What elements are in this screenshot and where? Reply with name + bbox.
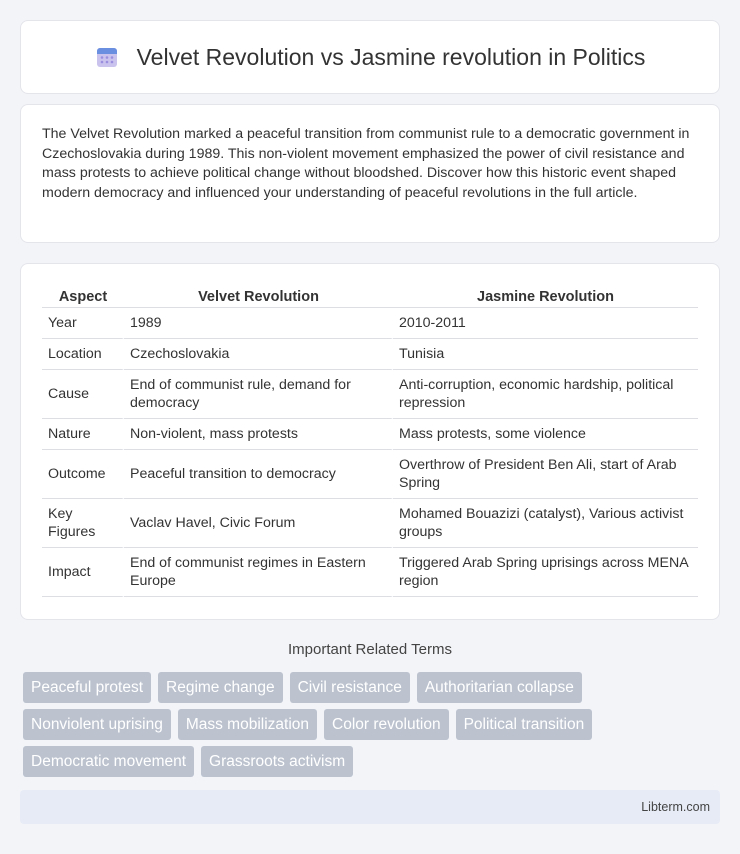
table-row — [42, 419, 698, 450]
tag-mass-mobilization[interactable]: Mass mobilization — [178, 709, 317, 740]
intro-card — [20, 104, 720, 243]
tag-color-revolution[interactable]: Color revolution — [324, 709, 449, 740]
table-row — [42, 370, 698, 419]
related-terms-list — [23, 672, 723, 783]
tag-peaceful-protest[interactable]: Peaceful protest — [23, 672, 151, 703]
table-cell: End of communist rule, demand for democracy — [124, 370, 393, 419]
tag-authoritarian-collapse[interactable]: Authoritarian collapse — [417, 672, 582, 703]
table-cell: Peaceful transition to democracy — [124, 450, 393, 499]
table-cell: Key Figures — [42, 499, 124, 548]
table-cell: Location — [42, 339, 124, 370]
intro-text: The Velvet Revolution marked a peaceful transition from communist rule to a democratic government in Czechoslovakia during 1989. This non-violent movement emphasized the power of civil resistance and mass protests to achieve political change without bloodshed. Discover how this historic event shaped modern democracy and influenced your understanding of peaceful revolutions in the full article. — [42, 126, 690, 201]
related-terms-title: Important Related Terms — [288, 641, 452, 658]
table-cell: Overthrow of President Ben Ali, start of Arab Spring — [393, 450, 698, 499]
table-row — [42, 308, 698, 339]
table-cell: Vaclav Havel, Civic Forum — [124, 499, 393, 548]
table-header-row — [42, 284, 698, 308]
table-cell: Triggered Arab Spring uprisings across MENA region — [393, 548, 698, 597]
column-header-aspect: Aspect — [42, 284, 124, 308]
table-cell: Outcome — [42, 450, 124, 499]
comparison-table-card — [20, 263, 720, 620]
table-row — [42, 450, 698, 499]
tag-democratic-movement[interactable]: Democratic movement — [23, 746, 194, 777]
calendar-icon — [95, 45, 119, 69]
table-cell: 1989 — [124, 308, 393, 339]
tag-political-transition[interactable]: Political transition — [456, 709, 593, 740]
table-cell: Nature — [42, 419, 124, 450]
table-cell: Mass protests, some violence — [393, 419, 698, 450]
tag-civil-resistance[interactable]: Civil resistance — [290, 672, 410, 703]
table-row — [42, 548, 698, 597]
table-cell: 2010-2011 — [393, 308, 698, 339]
table-cell: End of communist regimes in Eastern Europe — [124, 548, 393, 597]
comparison-table — [42, 284, 698, 597]
footer — [20, 790, 720, 824]
column-header-jasmine: Jasmine Revolution — [393, 284, 698, 308]
table-cell: Non-violent, mass protests — [124, 419, 393, 450]
tag-grassroots-activism[interactable]: Grassroots activism — [201, 746, 353, 777]
table-cell: Mohamed Bouazizi (catalyst), Various activist groups — [393, 499, 698, 548]
table-cell: Czechoslovakia — [124, 339, 393, 370]
table-cell: Tunisia — [393, 339, 698, 370]
title-card — [20, 20, 720, 94]
tag-nonviolent-uprising[interactable]: Nonviolent uprising — [23, 709, 171, 740]
table-cell: Cause — [42, 370, 124, 419]
table-cell: Anti-corruption, economic hardship, political repression — [393, 370, 698, 419]
footer-site-link[interactable]: Libterm.com — [641, 800, 710, 814]
table-cell: Impact — [42, 548, 124, 597]
table-row — [42, 499, 698, 548]
table-cell: Year — [42, 308, 124, 339]
page-title: Velvet Revolution vs Jasmine revolution in Politics — [136, 43, 646, 70]
tag-regime-change[interactable]: Regime change — [158, 672, 283, 703]
column-header-velvet: Velvet Revolution — [124, 284, 393, 308]
table-row — [42, 339, 698, 370]
